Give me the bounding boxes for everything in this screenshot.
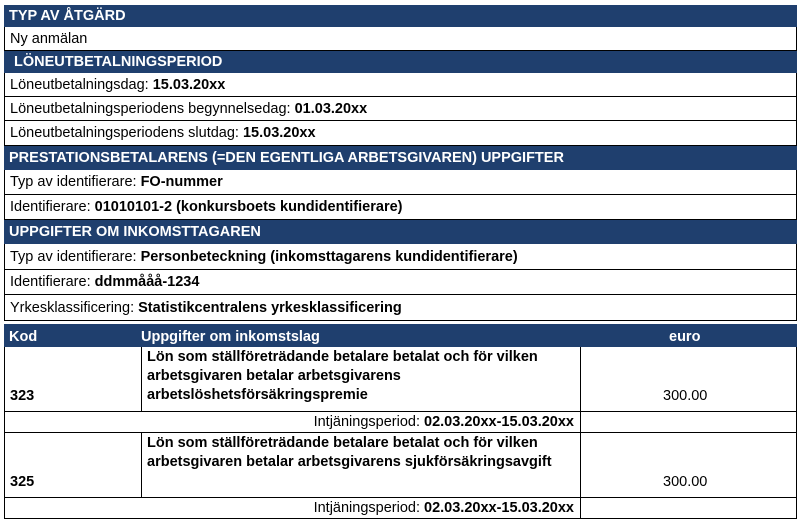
field-label: Yrkesklassificering: xyxy=(10,299,139,316)
field-label: Löneutbetalningsperiodens begynnelsedag: xyxy=(10,100,295,117)
field-label: Typ av identifierare: xyxy=(10,174,141,190)
payer-id-type-row xyxy=(4,170,797,195)
income-amount: 300.00 xyxy=(663,388,708,404)
action-type-row xyxy=(4,27,797,51)
earner-id-type-row xyxy=(4,244,797,270)
section-header-payer xyxy=(4,146,797,170)
field-value: ddmmååå-1234 xyxy=(94,274,200,290)
period-label: Intjäningsperiod: xyxy=(313,500,425,516)
table-row xyxy=(4,347,797,412)
earner-id-row xyxy=(4,270,797,295)
period-start-row xyxy=(4,97,797,121)
period-value: 02.03.20xx-15.03.20xx xyxy=(424,500,574,516)
earning-period-row xyxy=(4,498,797,519)
field-label: Identifierare: xyxy=(10,199,95,215)
income-table-header xyxy=(4,324,797,347)
column-header-type: Uppgifter om inkomstslag xyxy=(141,329,320,345)
field-value: Personbeteckning (inkomsttagarens kundidentifierare) xyxy=(140,248,518,265)
payer-id-row xyxy=(4,195,797,220)
section-title: TYP AV ÅTGÄRD xyxy=(9,8,126,24)
section-title: LÖNEUTBETALNINGSPERIOD xyxy=(14,54,223,70)
income-code: 325 xyxy=(10,474,35,490)
earning-period-row xyxy=(4,412,797,433)
section-header-payment-period xyxy=(4,51,797,73)
income-description: Lön som ställföreträdande betalare betalat och för vilken arbetsgivaren betalar arbetsgivarens arbetslöshetsförsäkringspremie xyxy=(141,347,581,411)
column-header-code: Kod xyxy=(9,329,38,345)
table-row xyxy=(4,433,797,498)
column-header-amount: euro xyxy=(669,329,701,345)
field-value: 01.03.20xx xyxy=(294,100,368,117)
section-header-income-earner xyxy=(4,220,797,244)
payment-date-row xyxy=(4,73,797,97)
field-value: 15.03.20xx xyxy=(152,76,226,93)
period-value: 02.03.20xx-15.03.20xx xyxy=(424,414,574,430)
period-end-row xyxy=(4,121,797,146)
income-amount: 300.00 xyxy=(663,474,708,490)
section-header-action-type xyxy=(4,5,797,27)
field-value: 01010101-2 (konkursboets kundidentifierare) xyxy=(94,199,403,215)
income-code: 323 xyxy=(10,388,35,404)
field-label: Identifierare: xyxy=(10,274,95,290)
income-description: Lön som ställföreträdande betalare betalat och för vilken arbetsgivaren betalar arbetsgivarens sjukförsäkringsavgift xyxy=(141,433,581,497)
field-label: Typ av identifierare: xyxy=(10,248,141,265)
section-title: PRESTATIONSBETALARENS (=DEN EGENTLIGA ARBETSGIVAREN) UPPGIFTER xyxy=(9,150,564,166)
field-value: 15.03.20xx xyxy=(242,125,316,141)
field-value: Statistikcentralens yrkesklassificering xyxy=(138,299,402,316)
section-title: UPPGIFTER OM INKOMSTTAGAREN xyxy=(9,224,261,240)
field-label: Löneutbetalningsdag: xyxy=(10,76,153,93)
action-type-value: Ny anmälan xyxy=(10,30,88,47)
field-value: FO-nummer xyxy=(140,174,223,190)
period-label: Intjäningsperiod: xyxy=(313,414,425,430)
field-label: Löneutbetalningsperiodens slutdag: xyxy=(10,125,243,141)
occupation-row xyxy=(4,295,797,321)
